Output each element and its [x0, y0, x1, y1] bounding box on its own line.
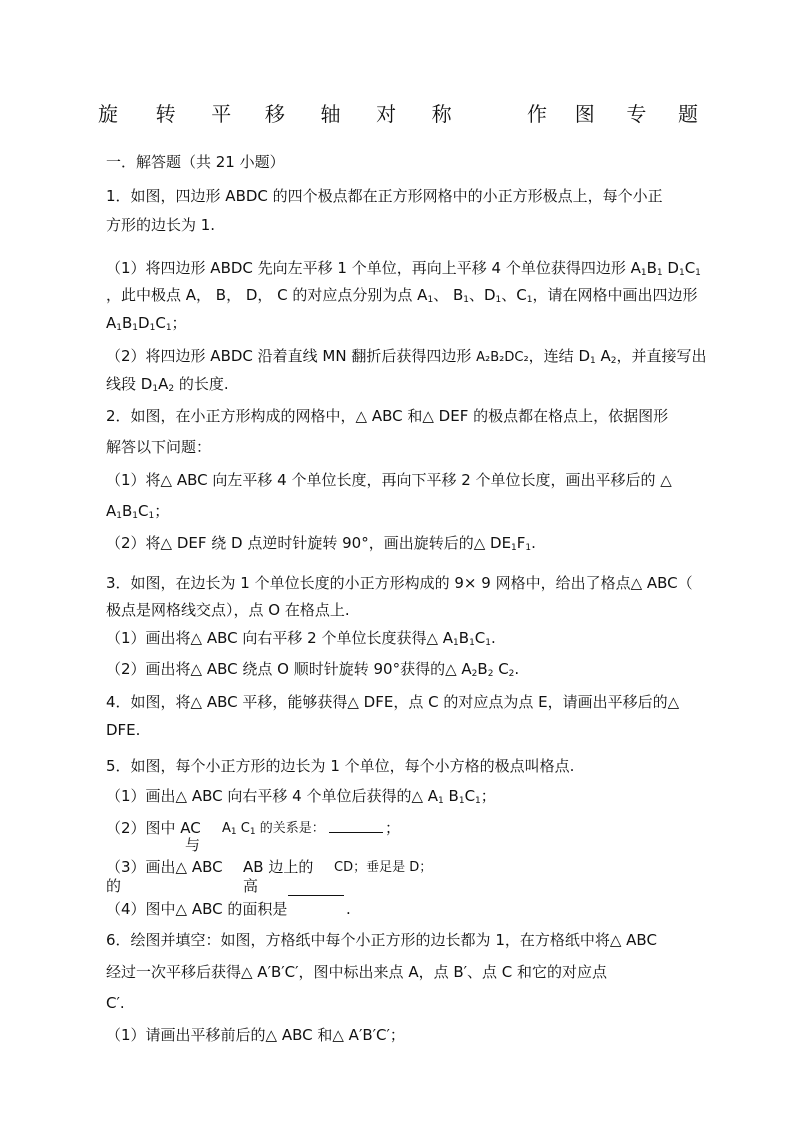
problem-3-part-2: （2）画出将△ ABC 绕点 O 顺时针旋转 90°获得的△ $A_2B_2$ $C_2$. — [106, 660, 520, 679]
problem-5-part-2-answer-blank[interactable] — [329, 830, 383, 833]
problem-5-part-2-label: （2）图中 AC — [106, 819, 201, 837]
title-char: 题 — [677, 102, 698, 126]
problem-6-part-1: （1）请画出平移前后的△ ABC 和△ A′B′C′； — [106, 1026, 405, 1044]
problem-5-part-3-answer-blank[interactable] — [288, 893, 344, 896]
problem-3-line-2: 极点是网格线交点），点 O 在格点上. — [106, 601, 350, 619]
problem-5-part-4-end: . — [346, 900, 351, 918]
problem-5-part-4-label: （4）图中△ ABC 的面积是 — [106, 900, 288, 918]
title-char: 平 — [211, 102, 232, 126]
problem-3-part-1: （1）画出将△ ABC 向右平移 2 个单位长度获得△ $A_1B_1C_1$. — [106, 629, 496, 648]
problem-4-line-2: DFE. — [106, 721, 141, 739]
problem-5-part-3-side: AB 边上的 — [243, 858, 314, 876]
problem-1-line-1: 1．如图，四边形 ABDC 的四个极点都在正方形网格中的小正方形极点上，每个小正 — [106, 187, 663, 205]
title-char: 轴 — [320, 102, 341, 126]
title-char: 转 — [155, 102, 176, 126]
problem-5-part-2-connector: 与 — [185, 836, 201, 854]
title-char: 作 — [527, 102, 548, 126]
problem-5-part-3-label: （3）画出△ ABC — [106, 858, 223, 876]
title-char: 图 — [574, 102, 595, 126]
title-char: 旋 — [98, 102, 118, 126]
document-title — [98, 98, 698, 127]
title-char: 移 — [264, 102, 285, 126]
problem-5-line-1: 5．如图，每个小正方形的边长为 1 个单位，每个小方格的极点叫格点. — [106, 757, 575, 775]
problem-5-part-2-relation: $A_1$ $C_1$ 的关系是： — [222, 821, 325, 837]
problem-1-part-1-line-2: ，此中极点 A， B， D， C 的对应点分别为点 $A_1$、 $B_1$、$D_1$、$C_1$，请在网格中画出四边形 — [106, 286, 698, 305]
title-char: 专 — [626, 102, 647, 126]
title-char: 对 — [376, 102, 397, 126]
problem-6-line-3: C′. — [106, 994, 125, 1012]
problem-1-part-2-line-1: （2）将四边形 ABDC 沿着直线 MN 翻折后获得四边形 A₂B₂DC₂，连结 $D_1$ $A_2$，并直接写出 — [106, 347, 707, 366]
problem-5-part-3-de: 的 — [106, 877, 122, 895]
problem-2-line-2: 解答以下问题： — [106, 438, 212, 456]
problem-1-part-2-line-2: 线段 $D_1A_2$ 的长度. — [106, 375, 229, 394]
problem-2-part-1-line-2: $A_1B_1C_1$； — [106, 502, 170, 521]
problem-6-line-2: 经过一次平移后获得△ A′B′C′，图中标出来点 A，点 B′、点 C 和它的对应点 — [106, 963, 608, 981]
title-char: 称 — [431, 102, 452, 126]
problem-5-part-2-end: ； — [385, 819, 401, 837]
problem-1-part-1-line-1: （1）将四边形 ABDC 先向左平移 1 个单位，再向上平移 4 个单位获得四边形 $A_1B_1$ $D_1C_1$ — [106, 259, 701, 278]
problem-1-line-2: 方形的边长为 1. — [106, 216, 216, 234]
problem-2-part-2: （2）将△ DEF 绕 D 点逆时针旋转 90°，画出旋转后的△ $DE_1F_1$. — [106, 534, 536, 553]
problem-5-part-3-height: 高 — [243, 877, 259, 895]
problem-5-part-3-foot: CD；垂足是 D； — [334, 860, 433, 875]
problem-2-line-1: 2．如图，在小正方形构成的网格中，△ ABC 和△ DEF 的极点都在格点上，依据图形 — [106, 407, 669, 425]
problem-6-line-1: 6．绘图并填空：如图，方格纸中每个小正方形的边长都为 1，在方格纸中将△ ABC — [106, 931, 657, 949]
problem-1-part-1-line-3: $A_1B_1D_1C_1$； — [106, 314, 187, 333]
section-heading: 一．解答题（共 21 小题） — [106, 153, 285, 171]
problem-3-line-1: 3．如图，在边长为 1 个单位长度的小正方形构成的 9× 9 网格中，给出了格点△ ABC（ — [106, 574, 693, 592]
problem-5-part-1: （1）画出△ ABC 向右平移 4 个单位后获得的△ $A_1$ $B_1C_1$； — [106, 787, 496, 806]
problem-2-part-1-line-1: （1）将△ ABC 向左平移 4 个单位长度，再向下平移 2 个单位长度，画出平移后的 △ — [106, 471, 672, 489]
problem-4-line-1: 4．如图，将△ ABC 平移，能够获得△ DFE，点 C 的对应点为点 E，请画出平移后的△ — [106, 693, 680, 711]
